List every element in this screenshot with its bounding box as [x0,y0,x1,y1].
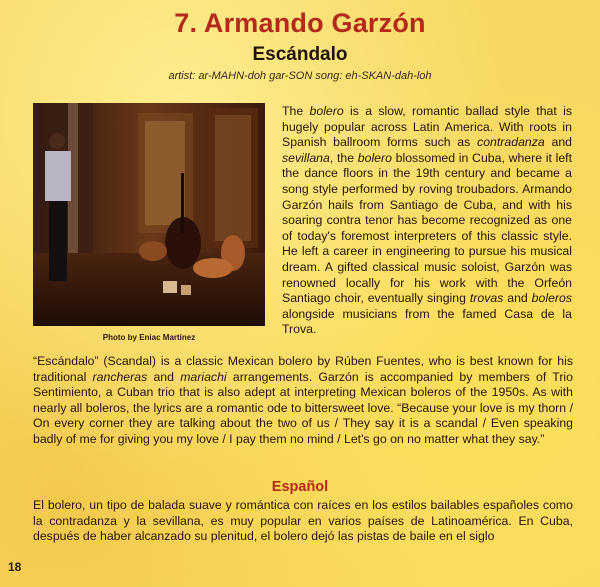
italic-term: bolero [357,150,392,165]
text-run: and [147,369,181,384]
page-number: 18 [8,560,22,574]
italic-term: trovas [469,291,504,306]
pronunciation-guide: artist: ar-MAHN-doh gar-SON song: eh-SKAN-dah-loh [168,70,432,82]
text-run: , the [329,150,358,165]
photo-caption: Photo by Eniac Martínez [102,333,196,342]
text-run: alongside musicians from the famed Casa de la Trova. [282,306,572,337]
intro-paragraph [282,104,572,338]
text-run: and [544,135,572,150]
text-run: “Escándalo” (Scandal) is a classic Mexican bolero by Rúben Fuentes, who is best known for his traditional [33,354,573,384]
text-run: is a slow, romantic ballad style that is hugely popular across Latin America. With roots in Spanish ballroom forms such as [282,104,572,150]
italic-term: mariachi [180,369,227,384]
song-title: Escándalo [252,44,348,65]
italic-term: rancheras [92,369,148,384]
text-run: arrangements. Garzón is accompanied by members of Trio Sentimiento, a Cuban trio that is also adept at interpreting Mexican boleros of the 1950s. As with nearly all boleros, the lyrics are a romantic ode to bittersweet love. “Because your love is my thorn / On every corner they are talking about the two of us / They say it is a scandal / Even speaking badly of me for giving you my love / I pay them no mind / Let's go on no matter what they say.” [33,369,573,446]
spanish-paragraph: El bolero, un tipo de balada suave y romántica con raíces en los estilos bailables españoles como la contradanza y la sevillana, es muy popular en varios países de Latinoamérica. En Cuba, después de haber alcanzado su plenitud, el bolero dejó las pistas de baile en el siglo [33,498,573,544]
song-paragraph [33,354,573,448]
artist-photo [33,103,265,326]
text-run: blossomed in Cuba, where it left the dance floors in the 19th century and became a song style performed by roving troubadors. Armando Garzón hails from Santiago de Cuba, and with his soaring contra tenor has become recognized as one of today's foremost interpreters of this classic style. He left a career in engineering to pursue his musical dream. A gifted classical music soloist, Garzón was renowned locally for his work with the Orfeón Santiago choir, eventually singing [282,150,572,306]
spanish-heading: Español [271,479,329,495]
italic-term: contradanza [477,135,545,150]
italic-term: bolero [309,104,344,118]
italic-term: sevillana [282,150,330,165]
track-title: 7. Armando Garzón [174,8,426,38]
italic-term: boleros [531,291,572,306]
text-run: The [282,104,310,118]
text-run: and [503,291,532,306]
artist-photo-illustration [33,103,265,326]
